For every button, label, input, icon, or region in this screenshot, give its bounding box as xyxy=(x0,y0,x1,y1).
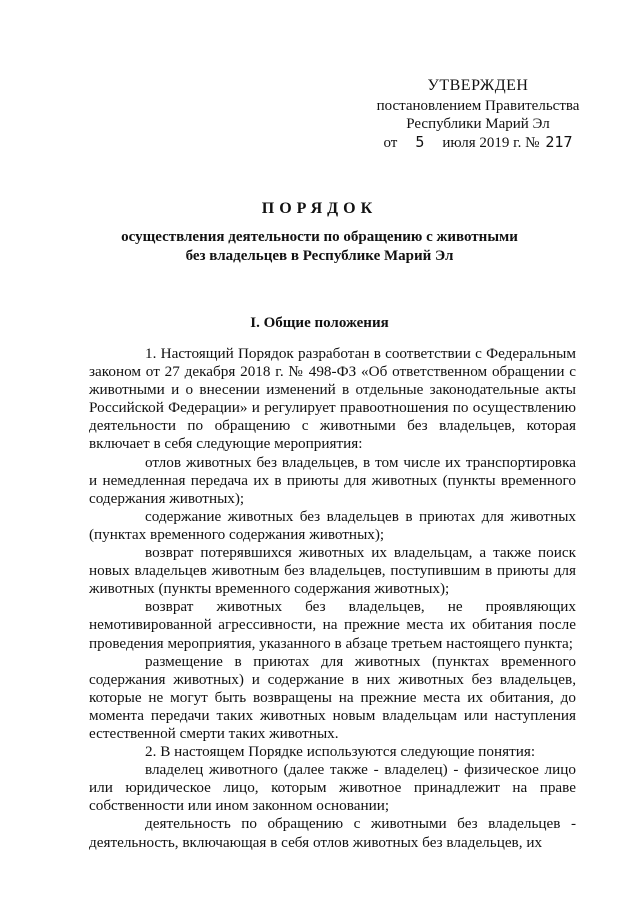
approval-stamp xyxy=(362,77,594,152)
approval-line-2: Республики Марий Эл xyxy=(406,116,550,132)
approval-date-day: 5 xyxy=(415,133,425,151)
paragraph: 1. Настоящий Порядок разработан в соответствии с Федеральным законом от 27 декабря 2018 г. № 498-ФЗ «Об ответственном обращении с животными и о внесении изменений в отдельные законодательные акты Российской Федерации» и регулирует правоотношения по осуществлению деятельности по обращению с животными без владельцев, которая включает в себя следующие мероприятия: xyxy=(89,345,576,453)
paragraph: отлов животных без владельцев, в том числе их транспортировка и немедленная передача их в приюты для животных (пункты временного содержания животных); xyxy=(89,453,576,507)
approval-date-rest: июля 2019 г. № xyxy=(442,135,540,151)
paragraph: владелец животного (далее также - владелец) - физическое лицо или юридическое лицо, которым животное принадлежит на праве собственности или ином законном основании; xyxy=(89,761,576,815)
paragraph: содержание животных без владельцев в приютах для животных (пунктах временного содержания животных); xyxy=(89,507,576,543)
paragraph: 2. В настоящем Порядке используются следующие понятия: xyxy=(145,743,536,761)
document-subtitle-line-2: без владельцев в Республике Марий Эл xyxy=(185,248,454,264)
document-subtitle xyxy=(110,228,529,266)
document-subtitle-line-1: осуществления деятельности по обращению с животными xyxy=(121,229,518,245)
paragraph: деятельность по обращению с животными без владельцев - деятельность, включающая в себя отлов животных без владельцев, их xyxy=(89,815,576,851)
paragraph: размещение в приютах для животных (пунктах временного содержания животных) и содержание в них животных без владельцев, которые не могут быть возвращены на прежние места их обитания, до момента передачи таких животных новым владельцам или наступления естественной смерти таких животных. xyxy=(89,652,576,742)
section-title: I. Общие положения xyxy=(250,315,389,331)
paragraph: возврат потерявшихся животных их владельцам, а также поиск новых владельцев животным без владельцев, поступившим в приюты для животных (пункты временного содержания животных); xyxy=(89,544,576,598)
paragraph: возврат животных без владельцев, не проявляющих немотивированной агрессивности, на прежние места их обитания после проведения мероприятия, указанного в абзаце третьем настоящего пункта; xyxy=(89,598,576,652)
approval-heading: УТВЕРЖДЕН xyxy=(427,77,529,94)
document-title: ПОРЯДОК xyxy=(261,200,378,217)
approval-date-line xyxy=(362,133,594,152)
document-body xyxy=(89,345,576,852)
approval-line-1: постановлением Правительства xyxy=(376,98,580,114)
approval-doc-number: 217 xyxy=(545,133,573,151)
approval-date-prefix: от xyxy=(383,135,398,151)
